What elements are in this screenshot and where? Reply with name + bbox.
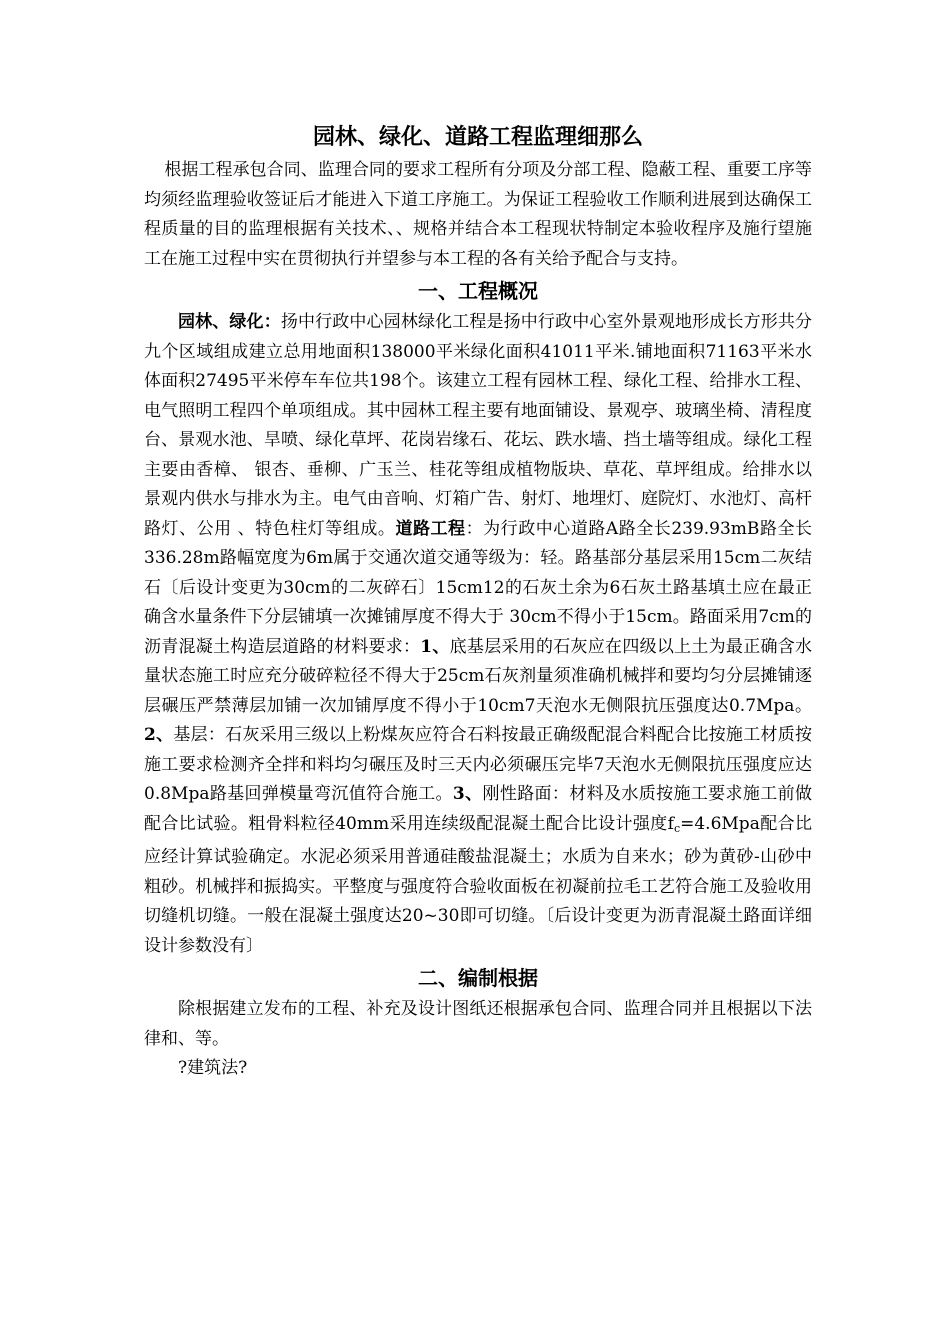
basis-paragraph: 除根据建立发布的工程、补充及设计图纸还根据承包合同、监理合同并且根据以下法律和、等。: [144, 999, 812, 1049]
document-title: 园林、绿化、道路工程监理细那么: [312, 124, 643, 150]
item-number-3: 3、: [452, 784, 483, 804]
section-heading-basis: 二、编制根据: [418, 966, 538, 990]
item-number-2: 2、: [144, 725, 174, 745]
road-label: 道路工程: [395, 518, 466, 539]
subscript-c: c: [673, 821, 681, 835]
road-text-5: =4.6Mpa配合比应经计算试验确定。水泥必须采用普通硅酸盐混凝土；水质为自来水；砂为黄砂-山砂中粗砂。机械拌和振捣实。平整度与强度符合验收面板在初凝前拉毛工艺符合施工及验收用切缝机切缝。一般在混凝土强度达20~30即可切缝。〔后设计变更为沥青混凝土路面详细设计参数没有〕: [144, 813, 812, 956]
road-text-4: 刚性路面：材料及水质按施工要求施工前做配合比试验。粗骨料粒径40mm采用连续级配混凝土配合比设计强度f: [144, 784, 812, 834]
garden-label: 园林、绿化：: [178, 312, 281, 332]
road-text-2: 底基层采用的石灰应在四级以上土为最正确含水量状态施工时应充分破碎粒径不得大于25cm石灰剂量须准确机械拌和要均匀分层摊铺逐层碾压严禁薄层加铺一次加铺厚度不得小于10cm7天泡水无侧限抗压强度达0.7Mpa。: [144, 636, 813, 716]
road-text-1: ：为行政中心道路A路全长239.93mB路全长336.28m路幅宽度为6m属于交通次道交通等级为：轻。路基部分基层采用15cm二灰结石〔后设计变更为30cm的二灰碎石〕15cm12的石灰土余为6石灰土路基填土应在最正确含水量条件下分层铺填一次摊铺厚度不得大于 30cm不得小于15cm。路面采用7cm的沥青混凝土构造层道路的材料要求：: [144, 518, 813, 657]
basis-list-item: ?建筑法?: [178, 1058, 248, 1078]
garden-text: 扬中行政中心园林绿化工程是扬中行政中心室外景观地形成长方形共分九个区域组成建立总用地面积138000平米绿化面积41011平米.铺地面积71163平米水体面积27495平米停车车位共198个。该建立工程有园林工程、绿化工程、给排水工程、电气照明工程四个单项组成。其中园林工程主要有地面铺设、景观亭、玻璃坐椅、清程度台、景观水池、旱喷、绿化草坪、花岗岩缘石、花坛、跌水墙、挡土墙等组成。绿化工程主要由香樟、 银杏、垂柳、广玉兰、桂花等组成植物版块、草花、草坪组成。给排水以景观内供水与排水为主。电气由音响、灯箱广告、射灯、地埋灯、庭院灯、水池灯、高杆路灯、公用 、特色柱灯等组成。: [144, 312, 813, 539]
intro-paragraph: 根据工程承包合同、监理合同的要求工程所有分项及分部工程、隐蔽工程、重要工序等均须经监理验收签证后才能进入下道工序施工。为保证工程验收工作顺利进展到达确保工程质量的目的监理根据有关技术、、规格并结合本工程现状特制定本验收程序及施行望施工在施工过程中实在贯彻执行并望参与本工程的各有关给予配合与支持。: [144, 160, 812, 269]
item-number-1: 1、: [420, 636, 450, 657]
overview-paragraph: [144, 308, 812, 961]
road-text-3: 基层：石灰采用三级以上粉煤灰应符合石料按最正确级配混合料配合比按施工材质按施工要求检测齐全拌和料均匀碾压及时三天内必须碾压完毕7天泡水无侧限抗压强度应达0.8Mpa路基回弹模量弯沉值符合施工。: [144, 725, 812, 804]
section-heading-overview: 一、工程概况: [418, 279, 538, 303]
